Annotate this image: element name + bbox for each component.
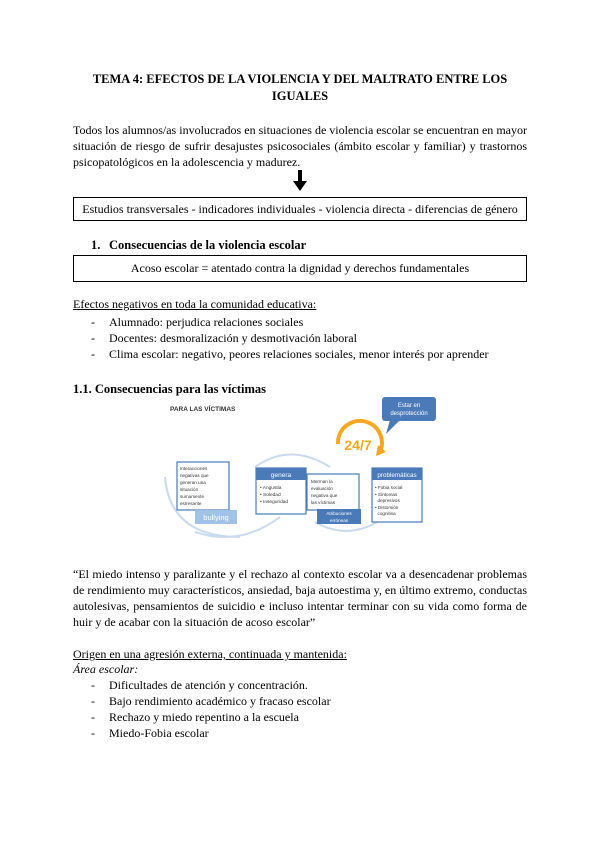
svg-text:genera: genera (270, 472, 292, 479)
left-box (177, 462, 229, 510)
bubble (382, 397, 436, 434)
section1-number: 1. (91, 238, 101, 252)
intro-paragraph: Todos los alumnos/as involucrados en situaciones de violencia escolar se encuentran en mayor situación de riesgo de sufrir desajustes psicosociales (ámbito escolar y familiar) y trastornos psicopatológicos en la adolescencia y madurez. (73, 123, 527, 169)
svg-text:• Angustia: • Angustia (260, 486, 282, 491)
svg-text:problemáticas: problemáticas (377, 472, 417, 479)
effects-title: Efectos negativos en toda la comunidad educativa: (73, 297, 317, 311)
list-item: - Clima escolar: negativo, peores relaciones sociales, menor interés por aprender (91, 346, 527, 362)
svg-text:sumamente: sumamente (180, 494, 205, 499)
problems-box (372, 468, 422, 522)
bullying-label (195, 510, 237, 524)
svg-text:generan una: generan una (180, 480, 206, 485)
list-item: - Docentes: desmoralización y desmotivación laboral (91, 330, 527, 346)
list-item: - Bajo rendimiento académico y fracaso escolar (91, 693, 527, 709)
list-item: - Dificultades de atención y concentración. (91, 677, 527, 693)
victims-diagram (150, 392, 450, 542)
effects-list (91, 314, 527, 362)
svg-text:bullying: bullying (203, 513, 229, 522)
bubble-line: desprotección (390, 411, 428, 417)
clock-icon (338, 421, 386, 456)
genera-box (256, 468, 306, 514)
page-title: TEMA 4: EFECTOS DE LA VIOLENCIA Y DEL MALTRATO ENTRE LOS IGUALES (92, 72, 508, 103)
svg-text:• Soledad: • Soledad (260, 493, 281, 498)
middle-box (307, 474, 361, 524)
area-list (91, 677, 527, 741)
svg-text:• Inseguridad: • Inseguridad (260, 500, 289, 505)
clock-label: 24/7 (344, 437, 372, 453)
list-item: - Rechazo y miedo repentino a la escuela (91, 709, 527, 725)
origin-title: Origen en una agresión externa, continuada y mantenida: (73, 647, 347, 661)
bubble-line: Estar en (397, 403, 421, 409)
svg-text:• Fobia social: • Fobia social (375, 485, 403, 490)
list-item: - Alumnado: perjudica relaciones sociales (91, 314, 527, 330)
section1-heading: Consecuencias de la violencia escolar (109, 238, 307, 252)
svg-text:situación: situación (180, 487, 199, 492)
section11-heading: 1.1. Consecuencias para las víctimas (73, 382, 267, 396)
list-item: - Miedo-Fobia escolar (91, 725, 527, 741)
diagram-caption: PARA LAS VÍCTIMAS (170, 406, 236, 413)
svg-text:Atribuciones: Atribuciones (326, 511, 352, 516)
svg-text:depresivos: depresivos (375, 498, 400, 503)
svg-text:estresante: estresante (180, 501, 202, 506)
svg-text:• Distorsión: • Distorsión (375, 505, 399, 510)
down-arrow-icon (291, 170, 309, 192)
svg-text:negativa que: negativa que (311, 493, 338, 498)
acoso-box: Acoso escolar = atentado contra la dignidad y derechos fundamentales (73, 255, 527, 282)
svg-text:negativas que: negativas que (180, 473, 209, 478)
svg-text:erróneas: erróneas (329, 518, 349, 523)
svg-text:las víctimas: las víctimas (311, 500, 335, 505)
quote-paragraph: “El miedo intenso y paralizante y el rechazo al contexto escolar va a desencadenar problemas de rendimiento muy característicos, ansiedad, baja autoestima y, en último extremo, conductas autolesivas, pensamientos de suicidio e incluso intentar terminar con su vida como forma de huir y de acabar con la situación de acoso escolar” (73, 567, 527, 629)
svg-text:• Síntomas: • Síntomas (375, 492, 398, 497)
svg-text:Interacciones: Interacciones (180, 466, 208, 471)
svg-text:cognitiva: cognitiva (375, 511, 396, 516)
area-label: Área escolar: (73, 662, 139, 676)
svg-text:Merman la: Merman la (311, 479, 333, 484)
transversal-box: Estudios transversales - indicadores individuales - violencia directa - diferencias de género (73, 197, 527, 221)
svg-text:evaluación: evaluación (311, 486, 333, 491)
